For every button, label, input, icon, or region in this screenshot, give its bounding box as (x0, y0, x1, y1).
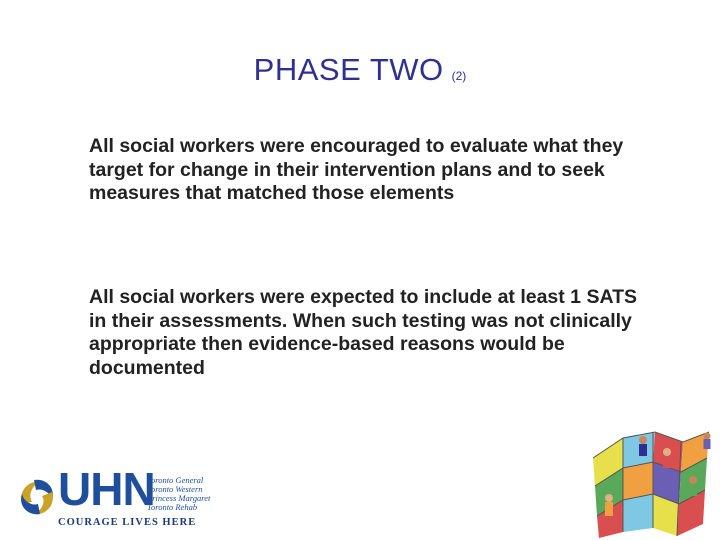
bullet-paragraph-2: All social workers were expected to include at least 1 SATS in their assessments. When such testing was not clinically appropriate then evidence-based reasons would be documented (89, 286, 638, 379)
uhn-site-list (147, 476, 210, 512)
slide-title-main: PHASE TWO (253, 52, 444, 87)
uhn-site: Toronto General (147, 475, 204, 485)
uhn-site: Toronto Rehab (147, 502, 198, 512)
slide-title (0, 52, 720, 88)
slide-title-suffix: (2) (451, 69, 467, 83)
people-climbing-puzzle-cube-icon (583, 428, 717, 538)
uhn-wordmark: UHN (58, 463, 155, 515)
uhn-site: Princess Margaret (147, 493, 211, 503)
uhn-tagline: COURAGE LIVES HERE (58, 517, 197, 528)
uhn-logo (14, 463, 224, 532)
bullet-paragraph-1: All social workers were encouraged to evaluate what they target for change in their intervention plans and to seek measures that matched those elements (89, 135, 624, 204)
uhn-swirl-mark-icon (14, 474, 60, 520)
uhn-site: Toronto Western (147, 484, 203, 494)
